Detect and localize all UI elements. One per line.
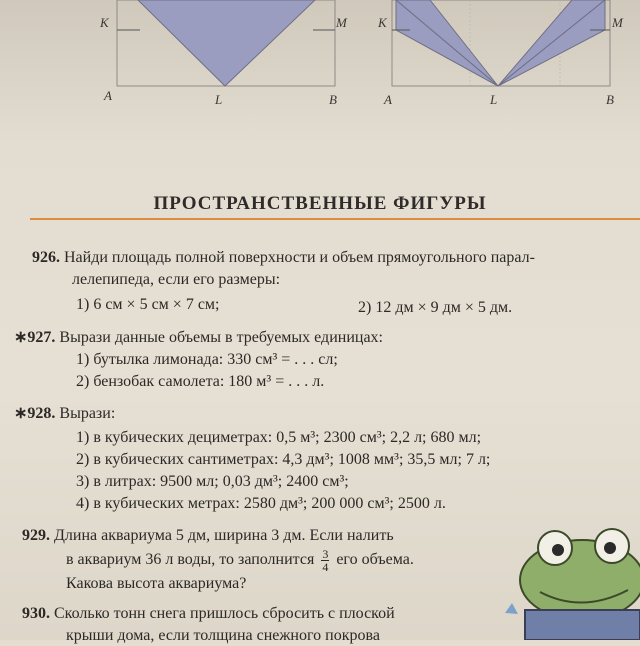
label-left-L: L [215, 92, 223, 107]
problem-929-text2b: его объема. [336, 551, 414, 569]
section-title: ПРОСТРАНСТВЕННЫЕ ФИГУРЫ [153, 193, 487, 214]
problem-929-text3: Какова высота аквариума? [66, 575, 247, 592]
problem-928-number: ∗928. [14, 405, 56, 422]
problem-928-item4: 4) в кубических метрах: 2580 дм³; 200 000 см³; 2500 л. [76, 495, 446, 512]
label-left-M: M [336, 15, 347, 30]
label-right-L: L [490, 92, 498, 107]
right-figure [377, 0, 624, 107]
problem-926-option2: 2) 12 дм × 9 дм × 5 дм. [358, 299, 513, 316]
problem-930-text1: Сколько тонн снега пришлось сбросить с плоской [54, 605, 395, 622]
problem-926-text2: лелепипеда, если его размеры: [72, 271, 281, 288]
problem-928-item3: 3) в литрах: 9500 мл; 0,03 дм³; 2400 см³; [76, 473, 349, 490]
fraction-denominator: 4 [322, 560, 329, 574]
label-right-B: B [606, 92, 614, 107]
problem-930-number: 930. [22, 605, 50, 622]
problem-927-item1: 1) бутылка лимонада: 330 см³ = . . . сл; [76, 351, 338, 368]
problem-928-text1: Вырази: [59, 405, 116, 422]
problem-927-item2: 2) бензобак самолета: 180 м³ = . . . л. [76, 373, 325, 390]
frog-illustration [500, 518, 640, 640]
label-left-K: K [100, 15, 109, 30]
problem-927-number: ∗927. [14, 329, 56, 346]
problem-929-text2a: в аквариум 36 л воды, то заполнится [66, 551, 315, 569]
fraction-numerator: 3 [322, 547, 329, 561]
problem-929-line2 [66, 548, 414, 573]
problem-926-number: 926. [32, 249, 60, 266]
fraction-three-quarters [321, 548, 329, 573]
problem-926-option1: 1) 6 см × 5 см × 7 см; [76, 296, 220, 313]
problem-928-line1 [14, 404, 115, 424]
problem-930-text2: крыши дома, если толщина снежного покрова [66, 627, 380, 644]
problem-929-line1 [22, 526, 394, 546]
label-right-A: A [384, 92, 392, 107]
problem-927-text1: Вырази данные объемы в требуемых единицах: [59, 329, 383, 346]
problem-927-line1 [14, 328, 383, 348]
problem-929-number: 929. [22, 527, 50, 544]
problem-926-line1 [32, 248, 535, 268]
problem-928-item2: 2) в кубических сантиметрах: 4,3 дм³; 1008 мм³; 35,5 мл; 7 л; [76, 451, 491, 468]
problem-928-item1: 1) в кубических дециметрах: 0,5 м³; 2300 см³; 2,2 л; 680 мл; [76, 429, 482, 446]
label-left-B: B [329, 92, 337, 107]
label-right-M: M [612, 15, 623, 30]
left-figure [99, 0, 348, 107]
label-left-A: A [104, 88, 112, 103]
problem-929-text1: Длина аквариума 5 дм, ширина 3 дм. Если налить [54, 527, 394, 544]
problem-926-text1: Найди площадь полной поверхности и объем прямоугольного парал- [64, 249, 535, 266]
label-right-K: K [378, 15, 387, 30]
geometry-figures [0, 0, 640, 120]
problem-930-line1 [22, 604, 395, 624]
section-divider [30, 218, 640, 220]
